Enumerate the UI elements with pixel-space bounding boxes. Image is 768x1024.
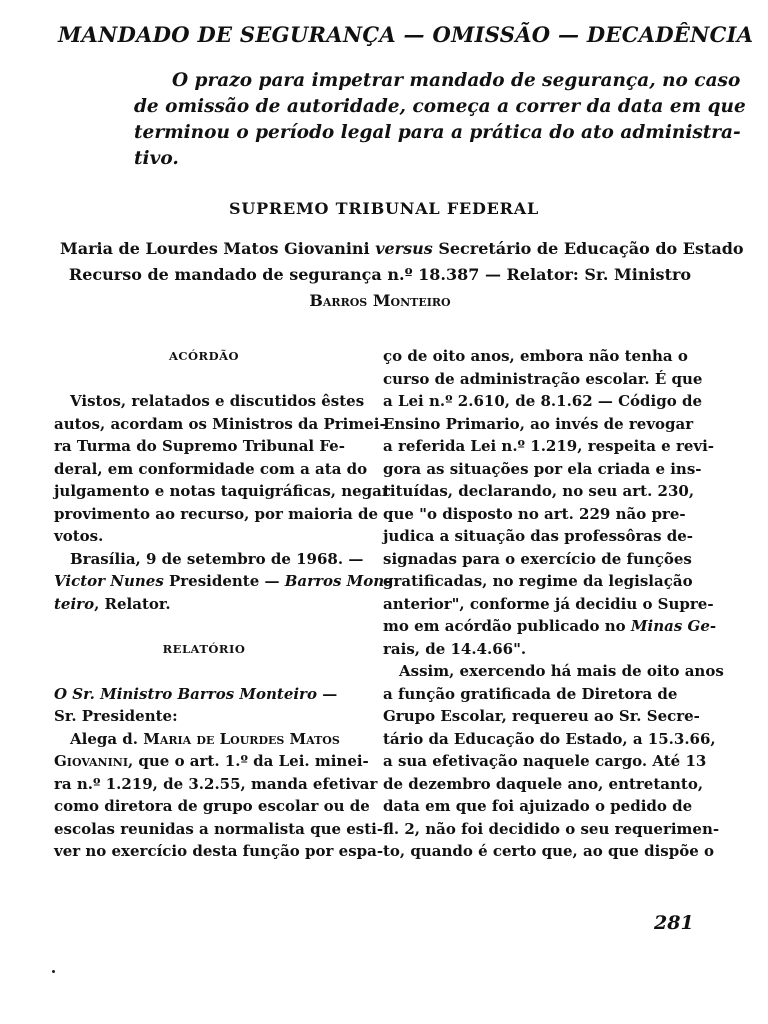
- appeal-line: Recurso de mandado de segurança n.º 18.387 — Relator: Sr. Ministro: [68, 265, 692, 284]
- text-line: a sua efetivação naquele cargo. Até 13: [383, 752, 707, 770]
- text-line: a Lei n.º 2.610, de 8.1.62 — Código de: [383, 392, 702, 410]
- party-name: Giovanini: [54, 752, 128, 770]
- text-line: fl. 2, não foi decidido o seu requerimen-: [383, 819, 720, 838]
- text-line: ra Turma do Supremo Tribunal Fe-: [54, 437, 345, 455]
- signatory-president: Victor Nunes: [54, 572, 164, 590]
- speaker-line: [54, 683, 354, 706]
- text-line: a referida Lei n.º 1.219, respeita e revi-: [383, 437, 715, 455]
- text-line: [383, 615, 717, 638]
- court-name: SUPREMO TRIBUNAL FEDERAL: [228, 199, 540, 218]
- text-line: votos.: [54, 527, 104, 545]
- speaker-dash: —: [316, 684, 338, 703]
- signature-line: [54, 593, 354, 616]
- text-line: que "o disposto no art. 229 não pre-: [383, 504, 686, 523]
- text-line: Vistos, relatados e discutidos êstes: [70, 392, 365, 410]
- text-line: curso de administração escolar. É que: [383, 369, 703, 388]
- text-line: data em que foi ajuizado o pedido de: [383, 797, 693, 815]
- summary-line: de omissão de autoridade, começa a correr da data em que: [134, 96, 746, 117]
- signature-line: [54, 570, 391, 593]
- text-line: to, quando é certo que, ao que dispõe o: [383, 842, 714, 860]
- text-fragment: , que o art. 1.º da Lei. minei-: [127, 752, 369, 770]
- case-summary: [134, 68, 746, 172]
- summary-line: terminou o período legal para a prática do ato administra-: [134, 122, 741, 143]
- parties-line: [60, 236, 744, 262]
- text-line: ver no exercício desta função por espa-: [54, 842, 384, 860]
- party-plaintiff: Maria de Lourdes Matos Giovanini: [60, 239, 376, 258]
- text-line: tário da Educação do Estado, a 15.3.66,: [383, 729, 716, 748]
- text-line: como diretora de grupo escolar ou de: [54, 797, 370, 815]
- right-column: [383, 345, 724, 863]
- text-line: julgamento e notas taquigráficas, negar: [54, 482, 390, 500]
- party-name: Maria de Lourdes Matos: [143, 729, 340, 748]
- text-line: gora as situações por ela criada e ins-: [383, 459, 702, 478]
- text-line: provimento ao recurso, por maioria de: [54, 504, 379, 523]
- date-line: Brasília, 9 de setembro de 1968. —: [70, 549, 364, 568]
- summary-line: O prazo para impetrar mandado de segurança, no caso: [172, 70, 741, 91]
- signatory-rapporteur: Barros Mon-: [284, 572, 391, 590]
- rapporteur-name: Barros Monteiro: [309, 291, 451, 310]
- party-defendant: Secretário de Educação do Estado: [432, 239, 744, 258]
- text-line: tituídas, declarando, no seu art. 230,: [383, 482, 695, 500]
- signature-text: , Relator.: [94, 594, 171, 613]
- heading-relatorio: RELATÓRIO: [162, 641, 246, 656]
- text-line: Grupo Escolar, requereu ao Sr. Secre-: [383, 707, 700, 725]
- text-line: deral, em conformidade com a ata do: [54, 459, 368, 478]
- text-line: autos, acordam os Ministros da Primei-: [54, 414, 386, 433]
- text-line: Sr. Presidente:: [54, 707, 178, 725]
- text-line: judica a situação das professôras de-: [383, 527, 694, 545]
- text-line: ra n.º 1.219, de 3.2.55, manda efetivar: [54, 774, 378, 793]
- text-line: Assim, exercendo há mais de oito anos: [399, 662, 724, 680]
- text-fragment: mo em acórdão publicado no: [383, 617, 631, 635]
- left-column: [54, 345, 391, 863]
- newspaper-name: Minas Ge-: [630, 617, 717, 635]
- text-line: anterior", conforme já decidiu o Supre-: [383, 594, 714, 613]
- signature-text: Presidente —: [163, 572, 285, 590]
- text-line: Ensino Primario, ao invés de revogar: [383, 414, 694, 433]
- text-line: signadas para o exercício de funções: [383, 549, 692, 568]
- page-title: MANDADO DE SEGURANÇA — OMISSÃO — DECADÊNCIA: [58, 22, 754, 47]
- text-line: rais, de 14.4.66".: [383, 639, 527, 658]
- case-parties: [60, 236, 744, 314]
- heading-acordao: ACÓRDÃO: [168, 349, 240, 363]
- text-line: de dezembro daquele ano, entretanto,: [383, 774, 704, 793]
- text-line: gratificadas, no regime da legislação: [383, 572, 693, 590]
- speck-mark: [52, 970, 55, 973]
- text-line: ço de oito anos, embora não tenha o: [383, 347, 688, 365]
- speaker-name: O Sr. Ministro Barros Monteiro: [54, 684, 317, 703]
- signatory-rapporteur: teiro: [54, 594, 95, 613]
- text-line: [54, 728, 354, 751]
- text-line: a função gratificada de Diretora de: [383, 684, 678, 703]
- versus-word: versus: [375, 239, 433, 258]
- page-number: 281: [654, 912, 694, 934]
- text-line: escolas reunidas a normalista que esti-: [54, 819, 384, 838]
- text-fragment: Alega d.: [70, 729, 144, 748]
- text-line: [54, 750, 369, 773]
- summary-line: tivo.: [134, 148, 179, 169]
